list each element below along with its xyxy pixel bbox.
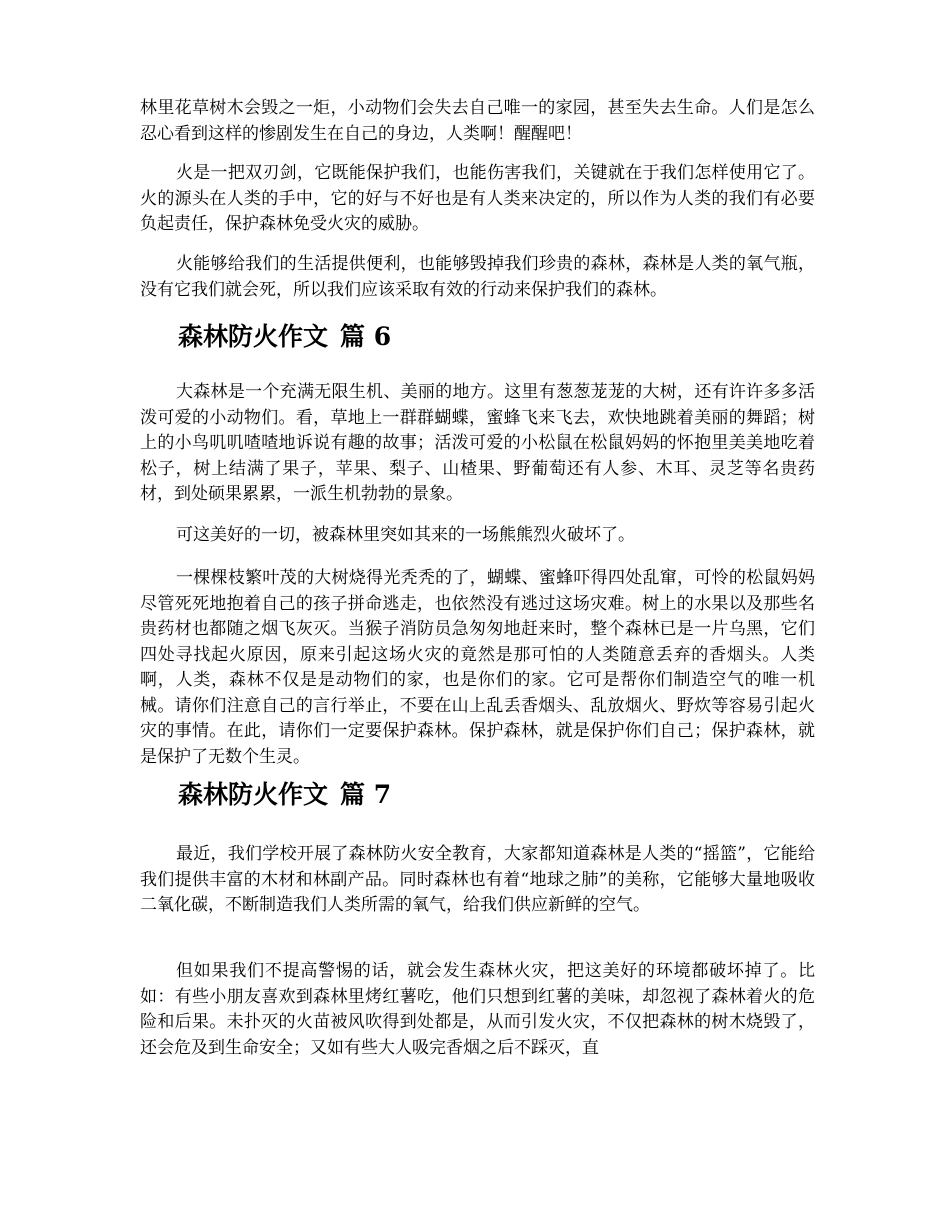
section-7-number: 篇 7 [340,780,392,809]
section-6-number: 篇 6 [340,322,392,351]
paragraph-fire-destroyed: 可这美好的一切，被森林里突如其来的一场熊熊烈火破坏了。 [176,525,635,545]
section-7-title: 森林防火作文 [178,780,329,809]
paragraph-oxygen-bottle: 火能够给我们的生活提供便利，也能够毁掉我们珍贵的森林，森林是人类的氧气瓶，没有它我们就会死，所以我们应该采取有效的行动来保护我们的森林。 [140,254,815,300]
section-6-title: 森林防火作文 [178,322,329,351]
paragraph-vigilance: 但如果我们不提高警惕的话，就会发生森林火灾，把这美好的环境都破坏掉了。比如：有些小朋友喜欢到森林里烤红薯吃，他们只想到红薯的美味，却忽视了森林着火的危险和后果。未扑灭的火苗被风吹得到处都是，从而引发火灾，不仅把森林的树木烧毁了，还会危及到生命安全；又如有些大人吸完香烟之后不踩灭，直 [140,961,815,1058]
paragraph-big-forest: 大森林是一个充满无限生机、美丽的地方。这里有葱葱茏茏的大树，还有许许多多活泼可爱的小动物们。看，草地上一群群蝴蝶，蜜蜂飞来飞去，欢快地跳着美丽的舞蹈；树上的小鸟叽叽喳喳地诉说有趣的故事；活泼可爱的小松鼠在松鼠妈妈的怀抱里美美地吃着松子，树上结满了果子，苹果、梨子、山楂果、野葡萄还有人参、木耳、灵芝等名贵药材，到处硕果累累，一派生机勃勃的景象。 [140,382,815,504]
paragraph-continuation: 林里花草树木会毁之一炬，小动物们会失去自己唯一的家园，甚至失去生命。人们是怎么忍心看到这样的惨剧发生在自己的身边，人类啊！醒醒吧！ [140,98,815,144]
paragraph-double-edged-sword: 火是一把双刃剑，它既能保护我们，也能伤害我们，关键就在于我们怎样使用它了。火的源头在人类的手中，它的好与不好也是有人类来决定的，所以作为人类的我们有必要负起责任，保护森林免受火灾的威胁。 [140,163,815,234]
section-6-heading [178,320,391,354]
section-7-heading [178,778,391,812]
paragraph-burned-trees: 一棵棵枝繁叶茂的大树烧得光秃秃的了，蝴蝶、蜜蜂吓得四处乱窜，可怜的松鼠妈妈尽管死死地抱着自己的孩子拼命逃走，也依然没有逃过这场灾难。树上的水果以及那些名贵药材也都随之烟飞灰灭。当猴子消防员急匆匆地赶来时，整个森林已是一片乌黑，它们四处寻找起火原因，原来引起这场火灾的竟然是那可怕的人类随意丢弃的香烟头。人类啊，人类，森林不仅是是动物们的家，也是你们的家。它可是帮你们制造空气的唯一机械。请你们注意自己的言行举止，不要在山上乱丢香烟头、乱放烟火、野炊等容易引起火灾的事情。在此，请你们一定要保护森林。保护森林，就是保护你们自己；保护森林，就是保护了无数个生灵。 [140,568,815,767]
paragraph-school-education: 最近，我们学校开展了森林防火安全教育，大家都知道森林是人类的“摇篮”，它能给我们提供丰富的木材和林副产品。同时森林也有着“地球之肺”的美称，它能够大量地吸收二氧化碳，不断制造我们人类所需的氧气，给我们供应新鲜的空气。 [140,844,815,915]
